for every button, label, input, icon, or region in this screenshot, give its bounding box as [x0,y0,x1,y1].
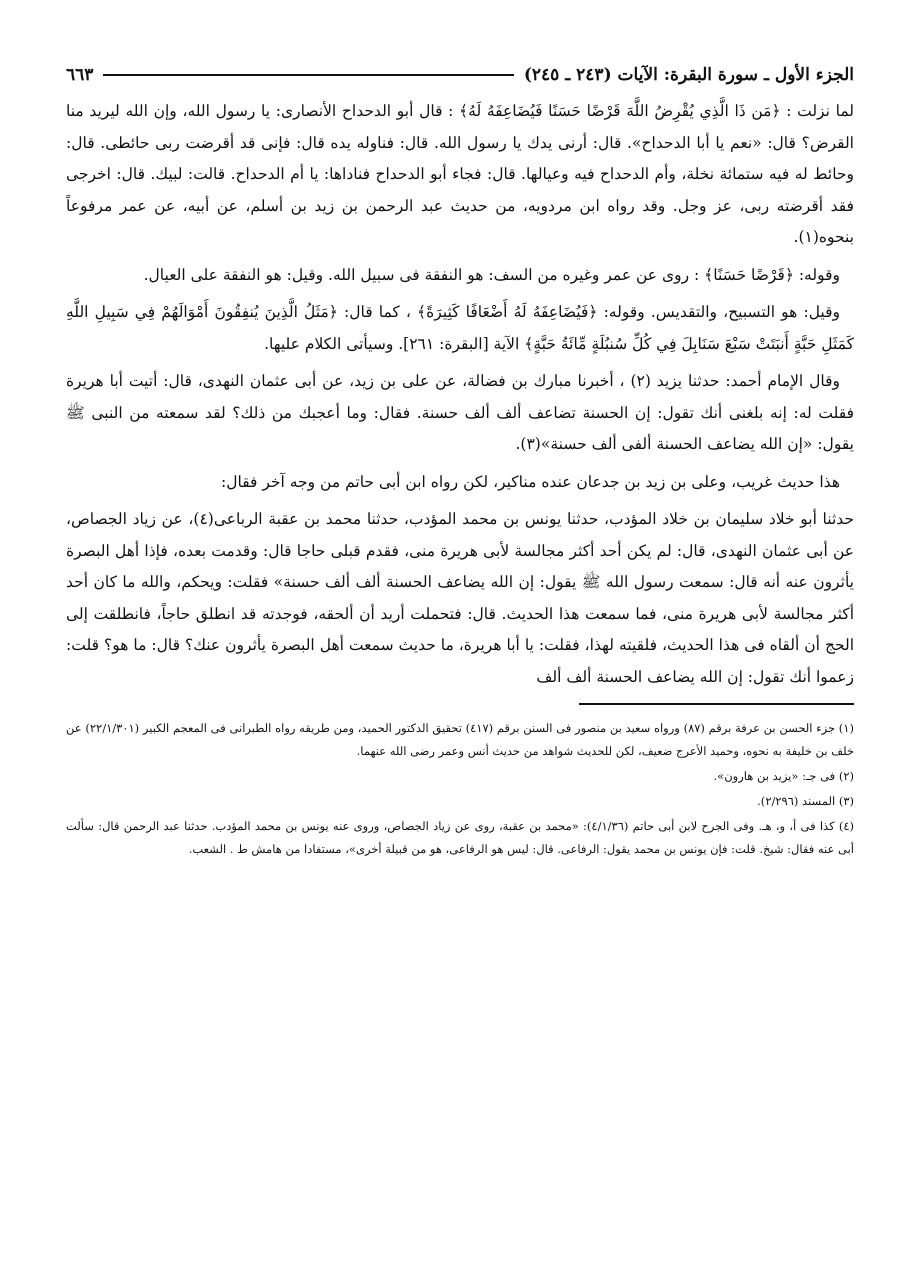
paragraph: حدثنا أبو خلاد سليمان بن خلاد المؤدب، حدثنا يونس بن محمد المؤدب، حدثنا محمد بن عقبة الرباعى(٤)، عن زياد الجصاص، عن أبى عثمان النهدى، قال: لم يكن أحد أكثر مجالسة لأبى هريرة منى، فقدم قبلى حاجا قال: وقدمت بعده، فإذا أهل البصرة يأثرون عنه أنه قال: سمعت رسول الله ﷺ يقول: إن الله يضاعف الحسنة ألف ألف حسنة» فقلت: ويحكم، والله ما كان أحد أكثر مجالسة لأبى هريرة منى، فما سمعت هذا الحديث. قال: فتحملت أريد أن ألحقه، فوجدته قد انطلق حاجاً، فانطلقت إلى الحج أن ألقاه فى هذا الحديث، فلقيته لهذا، فقلت: يا أبا هريرة، ما حديث سمعت أهل البصرة يأثرون عنك؟ قال: ما هو؟ قلت: زعموا أنك تقول: إن الله يضاعف الحسنة ألف ألف [66,510,854,686]
header-title: الجزء الأول ـ سورة البقرة: الآيات (٢٤٣ ـ ٢٤٥) [523,65,854,85]
book-page [66,58,854,863]
footnote: (٣) المسند (٢/٢٩٦). [757,794,854,808]
footnote: (٤) كذا فى أ، و، هـ. وفى الجرح لابن أبى حاتم (٤/١/٣٦): «محمد بن عقبة، روى عن زياد الجصاص، وروى عنه يونس بن محمد المؤدب. حدثنا عبد الرحمن قال: سألت أبى عنه فقال: شيخ. قلت: فإن يونس بن محمد يقول: الرفاعى. قال: ليس هو الرفاعى، هو من قبيلة أخرى»، مستفادا من هامش ط . الشعب. [66,819,854,856]
paragraph: لما نزلت : ﴿مَن ذَا الَّذِي يُقْرِضُ اللَّهَ قَرْضًا حَسَنًا فَيُضَاعِفَهُ لَهُ﴾ : قال أبو الدحداح الأنصارى: يا رسول الله، وإن الله ليريد منا القرض؟ قال: «نعم يا أبا الدحداح». قال: أرنى يدك يا رسول الله. قال: فناوله يده قال: فإنى قد أقرضت ربى حائطى. قال: وحائط له فيه ستمائة نخلة، وأم الدحداح فيه وعيالها. قال: فجاء أبو الدحداح فناداها: يا أم الدحداح. قالت: لبيك. قال: اخرجى فقد أقرضته ربى، عز وجل. وقد رواه ابن مردويه، من حديث عبد الرحمن بن زيد بن أسلم، عن أبيه، عن عمر مرفوعاً بنحوه(١). [66,102,854,246]
running-header [66,58,854,92]
page-number: ٦٦٣ [66,65,94,85]
main-text [66,96,854,693]
header-rule [103,74,513,76]
paragraph: وقوله: ﴿قَرْضًا حَسَنًا﴾ : روى عن عمر وغيره من السف: هو النفقة فى سبيل الله. وقيل: هو النفقة على العيال. [143,265,840,284]
footnote: (١) جزء الحسن بن عرفة برقم (٨٧) ورواه سعيد بن منصور فى السنن برقم (٤١٧) تحقيق الدكتور الحميد، ومن طريقه رواه الطبرانى فى المعجم الكبير (٢٢/١/٣٠١) عن خلف بن خليفة به نحوه، وحميد الأعرج ضعيف، لكن للحديث شواهد من حديث أنس وعمر رضى الله عنهما. [66,721,854,758]
paragraph: هذا حديث غريب، وعلى بن زيد بن جدعان عنده مناكير، لكن رواه ابن أبى حاتم من وجه آخر فقال: [220,472,840,491]
paragraph: وقال الإمام أحمد: حدثنا يزيد (٢) ، أخبرنا مبارك بن فضالة، عن على بن زيد، عن أبى عثمان النهدى، قال: أتيت أبا هريرة فقلت له: إنه بلغنى أنك تقول: إن الحسنة تضاعف ألف ألف حسنة. فقال: وما أعجبك من ذلك؟ لقد سمعته من النبى ﷺ يقول: «إن الله يضاعف الحسنة ألفى ألف حسنة»(٣). [66,372,854,453]
footnote: (٢) فى جـ: «يزيد بن هارون». [713,769,854,783]
footnote-separator [579,703,854,705]
paragraph: وقيل: هو التسبيح، والتقديس. وقوله: ﴿فَيُضَاعِفَهُ لَهُ أَضْعَافًا كَثِيرَةً﴾ ، كما قال: ﴿مَثَلُ الَّذِينَ يُنفِقُونَ أَمْوَالَهُمْ فِي سَبِيلِ اللَّهِ كَمَثَلِ حَبَّةٍ أَنبَتَتْ سَبْعَ سَنَابِلَ فِي كُلِّ سُنبُلَةٍ مِّائَةُ حَبَّةٍ﴾ الآية [البقرة: ٢٦١]. وسيأتى الكلام عليها. [66,303,854,353]
footnotes [66,717,854,861]
